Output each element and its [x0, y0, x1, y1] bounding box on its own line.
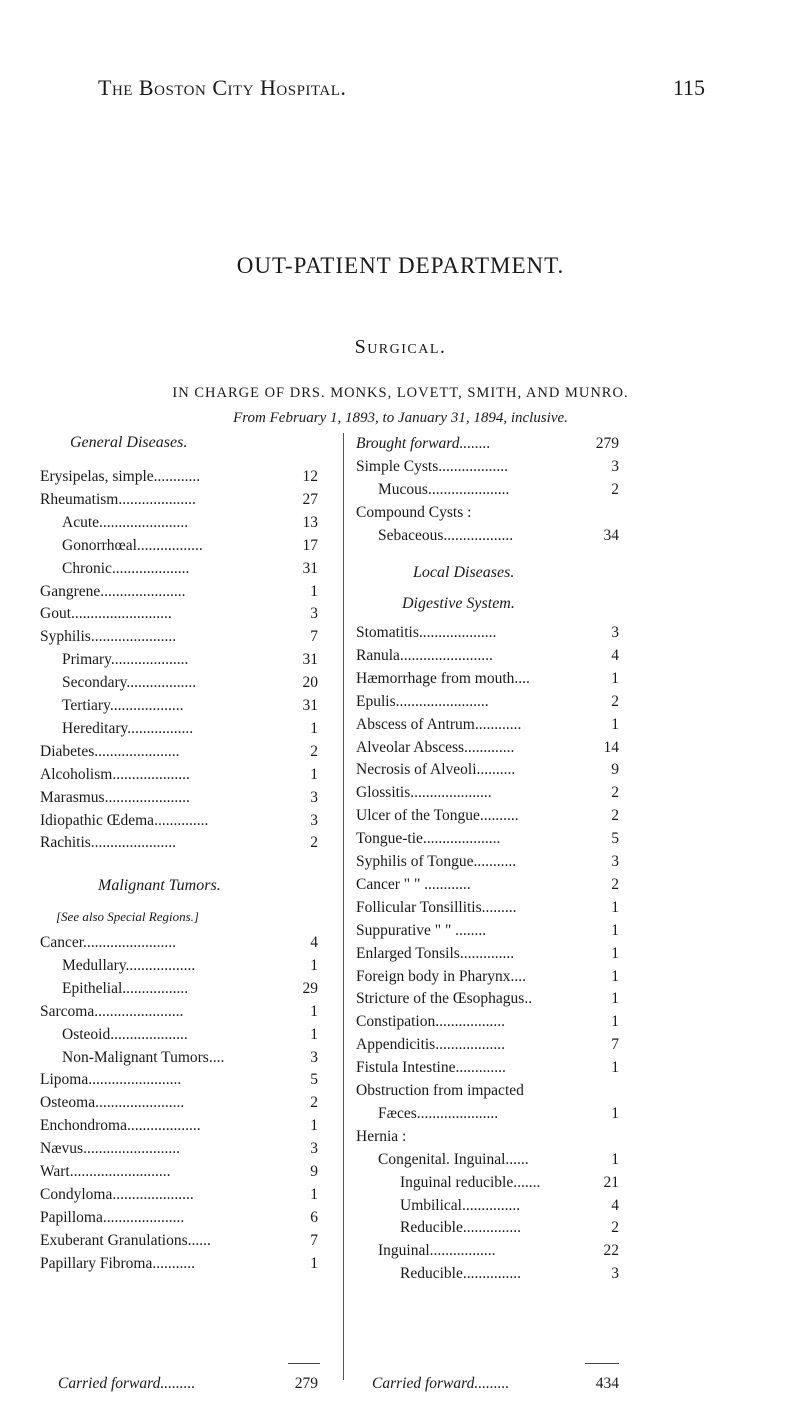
carried-forward-row — [372, 1373, 619, 1395]
entry-count: 3 — [310, 788, 318, 806]
entry-label: Diabetes...................... — [40, 742, 180, 760]
entry-label: Constipation.................. — [356, 1013, 505, 1031]
entry-label: Obstruction from impacted — [356, 1082, 524, 1099]
entry-count: 434 — [595, 1375, 619, 1392]
entry-count: 3 — [310, 811, 318, 829]
entry-label: Syphilis of Tongue........... — [356, 853, 517, 870]
entry-label: Papilloma..................... — [40, 1208, 185, 1226]
entry-count: 21 — [603, 1173, 619, 1191]
entry-count: 2 — [611, 1219, 619, 1237]
brought-forward-row — [356, 479, 619, 501]
entry-label: Ranula........................ — [356, 646, 493, 664]
malignant-tumor-row — [40, 1138, 318, 1160]
entry-label: Suppurative " " ........ — [356, 921, 487, 939]
entry-label: Osteoid.................... — [62, 1025, 188, 1043]
running-title: The Boston City Hospital. — [98, 75, 347, 100]
entry-label: Carried forward......... — [372, 1375, 510, 1392]
entry-label: Sarcoma....................... — [40, 1002, 184, 1020]
entry-count: 1 — [310, 1025, 318, 1043]
general-disease-row — [40, 695, 318, 717]
malignant-tumor-row — [40, 1161, 318, 1183]
entry-count: 3 — [310, 1048, 318, 1066]
entry-label: Brought forward........ — [356, 435, 491, 452]
entry-count: 279 — [294, 1375, 318, 1392]
malignant-tumor-row — [40, 1253, 318, 1275]
sum-rule — [585, 1363, 619, 1364]
brought-forward-row — [356, 456, 619, 478]
entry-count: 2 — [611, 784, 619, 802]
entry-label: Sebaceous.................. — [378, 526, 514, 544]
entry-label: Epithelial................. — [62, 979, 189, 997]
entry-count: 7 — [310, 1231, 318, 1249]
entry-count: 13 — [302, 513, 318, 531]
entry-label: Cancer........................ — [40, 934, 177, 951]
entry-label: Mucous..................... — [378, 480, 510, 498]
general-disease-row — [40, 581, 318, 603]
digestive-row — [356, 1034, 619, 1056]
entry-label: Secondary.................. — [62, 674, 197, 692]
digestive-row — [356, 1057, 619, 1079]
entry-label: Cancer " " ............ — [356, 875, 471, 893]
general-diseases-heading: General Diseases. — [70, 434, 188, 451]
entry-count: 1 — [310, 1254, 318, 1272]
entry-label: Abscess of Antrum............ — [356, 715, 522, 733]
entry-label: Alcoholism.................... — [40, 765, 190, 783]
entry-label: Tertiary................... — [62, 697, 184, 714]
entry-count: 1 — [611, 967, 619, 985]
entry-label: Hæmorrhage from mouth.... — [356, 669, 530, 687]
digestive-row — [356, 988, 619, 1010]
general-disease-row — [40, 626, 318, 648]
entry-label: Gangrene...................... — [40, 582, 186, 600]
general-disease-row — [40, 787, 318, 809]
entry-label: Condyloma..................... — [40, 1185, 194, 1203]
entry-label: Glossitis..................... — [356, 784, 492, 802]
running-header — [0, 75, 801, 115]
entry-label: Acute....................... — [62, 513, 189, 531]
local-diseases-heading: Local Diseases. — [413, 564, 515, 581]
entry-count: 2 — [611, 807, 619, 825]
malignant-tumor-row — [40, 1047, 318, 1069]
entry-label: Rheumatism.................... — [40, 490, 196, 508]
entry-count: 1 — [310, 956, 318, 974]
general-disease-row — [40, 512, 318, 534]
entry-count: 14 — [603, 738, 619, 756]
entry-count: 12 — [302, 468, 318, 485]
digestive-row — [356, 1195, 619, 1217]
entry-count: 7 — [611, 1036, 619, 1054]
digestive-row — [356, 1103, 619, 1125]
general-disease-row — [40, 672, 318, 694]
digestive-row — [356, 1217, 619, 1239]
entry-label: Chronic.................... — [62, 559, 190, 577]
digestive-row — [356, 1172, 619, 1194]
entry-label: Enlarged Tonsils.............. — [356, 944, 515, 962]
entry-label: Umbilical............... — [400, 1196, 521, 1214]
entry-label: Foreign body in Pharynx.... — [356, 967, 527, 985]
brought-forward-row — [356, 433, 619, 455]
entry-count: 1 — [310, 582, 318, 600]
digestive-row — [356, 920, 619, 942]
entry-count: 9 — [310, 1163, 318, 1180]
entry-count: 2 — [310, 1094, 318, 1112]
entry-label: Congenital. Inguinal...... — [378, 1150, 529, 1168]
digestive-row — [356, 943, 619, 965]
entry-label: Stomatitis.................... — [356, 624, 497, 641]
brought-forward-row — [356, 525, 619, 547]
entry-count: 1 — [611, 1104, 619, 1122]
entry-count: 2 — [310, 834, 318, 852]
entry-label: Appendicitis.................. — [356, 1036, 505, 1054]
entry-label: Tongue-tie.................... — [356, 830, 501, 848]
digestive-row — [356, 1149, 619, 1171]
general-disease-row — [40, 558, 318, 580]
entry-count: 279 — [595, 435, 619, 452]
entry-count: 1 — [310, 719, 318, 737]
entry-label: Rachitis...................... — [40, 834, 177, 852]
general-disease-row — [40, 718, 318, 740]
entry-label: Compound Cysts : — [356, 503, 472, 521]
digestive-row — [356, 828, 619, 850]
general-disease-row — [40, 810, 318, 832]
sum-rule — [288, 1363, 320, 1364]
entry-count: 3 — [310, 605, 318, 623]
entry-count: 1 — [611, 921, 619, 939]
general-disease-row — [40, 649, 318, 671]
entry-count: 1 — [611, 898, 619, 916]
malignant-tumor-row — [40, 955, 318, 977]
entry-count: 29 — [302, 979, 318, 997]
digestive-row — [356, 759, 619, 781]
entry-count: 3 — [310, 1140, 318, 1158]
malignant-tumor-row — [40, 1001, 318, 1023]
digestive-row — [356, 805, 619, 827]
digestive-row — [356, 851, 619, 873]
digestive-row — [356, 622, 619, 644]
malignant-tumor-row — [40, 1207, 318, 1229]
entry-count: 3 — [611, 853, 619, 870]
entry-label: Fæces..................... — [378, 1104, 499, 1122]
entry-label: Nævus......................... — [40, 1140, 180, 1158]
entry-count: 1 — [611, 990, 619, 1008]
entry-label: Gonorrhœal................. — [62, 536, 203, 554]
malignant-tumor-row — [40, 978, 318, 1000]
general-disease-row — [40, 489, 318, 511]
digestive-row — [356, 782, 619, 804]
see-also-note: [See also Special Regions.] — [56, 909, 199, 924]
entry-count: 1 — [611, 944, 619, 962]
malignant-tumor-row — [40, 1092, 318, 1114]
entry-count: 34 — [603, 526, 619, 544]
entry-label: Lipoma........................ — [40, 1071, 182, 1089]
entry-label: Reducible............... — [400, 1219, 521, 1237]
entry-label: Reducible............... — [400, 1265, 521, 1283]
malignant-tumor-row — [40, 1069, 318, 1091]
entry-label: Non-Malignant Tumors.... — [62, 1048, 225, 1066]
entry-label: Ulcer of the Tongue.......... — [356, 807, 519, 825]
malignant-tumor-row — [40, 1230, 318, 1252]
charge-line: IN CHARGE OF DRS. MONKS, LOVETT, SMITH, AND MUNRO. — [172, 385, 629, 401]
entry-label: Osteoma....................... — [40, 1094, 185, 1112]
entry-count: 9 — [611, 761, 619, 779]
entry-label: Inguinal reducible....... — [400, 1173, 541, 1191]
general-disease-row — [40, 535, 318, 557]
entry-count: 22 — [603, 1242, 619, 1260]
digestive-row — [356, 966, 619, 988]
brought-forward-row — [356, 502, 619, 524]
digestive-row — [356, 668, 619, 690]
entry-count: 1 — [310, 1002, 318, 1020]
entry-count: 1 — [310, 1117, 318, 1135]
general-disease-row — [40, 832, 318, 854]
entry-count: 3 — [611, 1265, 619, 1283]
entry-count: 1 — [310, 765, 318, 783]
entry-label: Erysipelas, simple............ — [40, 468, 201, 485]
digestive-row — [356, 1263, 619, 1285]
digestive-row — [356, 1126, 619, 1148]
entry-label: Simple Cysts.................. — [356, 457, 509, 475]
entry-label: Hereditary................. — [62, 719, 194, 737]
digestive-row — [356, 737, 619, 759]
entry-count: 2 — [611, 480, 619, 498]
entry-count: 1 — [611, 669, 619, 687]
date-range: From February 1, 1893, to January 31, 1894, inclusive. — [233, 410, 568, 426]
entry-label: Enchondroma................... — [40, 1117, 201, 1135]
section-subtitle: Surgical. — [354, 336, 447, 358]
entry-label: Primary.................... — [62, 651, 189, 669]
digestive-row — [356, 691, 619, 713]
malignant-tumor-row — [40, 932, 318, 954]
general-disease-row — [40, 741, 318, 763]
entry-count: 31 — [302, 697, 318, 714]
entry-count: 1 — [611, 1013, 619, 1031]
digestive-row — [356, 1011, 619, 1033]
entry-count: 31 — [302, 559, 318, 577]
entry-label: Epulis........................ — [356, 692, 489, 710]
entry-count: 4 — [611, 646, 619, 664]
digestive-system-heading: Digestive System. — [402, 595, 515, 612]
malignant-tumor-row — [40, 1024, 318, 1046]
entry-label: Necrosis of Alveoli.......... — [356, 761, 516, 779]
entry-label: Medullary.................. — [62, 956, 196, 974]
entry-count: 3 — [611, 457, 619, 475]
entry-label: Syphilis...................... — [40, 628, 177, 646]
entry-label: Fistula Intestine............. — [356, 1059, 506, 1077]
entry-label: Marasmus...................... — [40, 788, 190, 806]
entry-label: Hernia : — [356, 1127, 407, 1145]
entry-count: 17 — [302, 536, 318, 554]
entry-count: 1 — [310, 1185, 318, 1203]
entry-label: Idiopathic Œdema.............. — [40, 811, 209, 829]
entry-label: Exuberant Granulations...... — [40, 1231, 211, 1249]
malignant-tumor-row — [40, 1115, 318, 1137]
general-disease-row — [40, 764, 318, 786]
carried-forward-row — [58, 1373, 318, 1395]
column-divider — [343, 433, 344, 1380]
digestive-row — [356, 874, 619, 896]
entry-label: Alveolar Abscess............. — [356, 738, 515, 756]
entry-count: 1 — [611, 715, 619, 733]
malignant-tumors-heading: Malignant Tumors. — [98, 877, 221, 894]
malignant-tumor-row — [40, 1184, 318, 1206]
entry-count: 20 — [302, 674, 318, 692]
general-disease-row — [40, 603, 318, 625]
digestive-row — [356, 645, 619, 667]
digestive-row — [356, 897, 619, 919]
entry-label: Carried forward......... — [58, 1375, 196, 1392]
entry-count: 2 — [611, 692, 619, 710]
entry-count: 5 — [310, 1071, 318, 1089]
entry-count: 5 — [611, 830, 619, 848]
entry-count: 2 — [611, 875, 619, 893]
entry-label: Follicular Tonsillitis......... — [356, 898, 517, 916]
entry-count: 2 — [310, 742, 318, 760]
entry-count: 1 — [611, 1150, 619, 1168]
entry-count: 4 — [611, 1196, 619, 1214]
entry-label: Gout.......................... — [40, 605, 172, 623]
entry-label: Inguinal................. — [378, 1242, 496, 1260]
entry-label: Wart.......................... — [40, 1163, 171, 1180]
entry-label: Stricture of the Œsophagus.. — [356, 990, 533, 1008]
digestive-row — [356, 1240, 619, 1262]
entry-count: 3 — [611, 624, 619, 641]
general-disease-row — [40, 466, 318, 488]
digestive-row — [356, 1080, 619, 1102]
digestive-row — [356, 714, 619, 736]
entry-count: 27 — [302, 490, 318, 508]
page-number: 115 — [672, 75, 705, 100]
entry-label: Papillary Fibroma........... — [40, 1254, 195, 1272]
entry-count: 1 — [611, 1059, 619, 1077]
page-title: OUT-PATIENT DEPARTMENT. — [236, 253, 565, 278]
entry-count: 7 — [310, 628, 318, 646]
entry-count: 6 — [310, 1208, 318, 1226]
entry-count: 4 — [310, 934, 318, 951]
entry-count: 31 — [302, 651, 318, 669]
